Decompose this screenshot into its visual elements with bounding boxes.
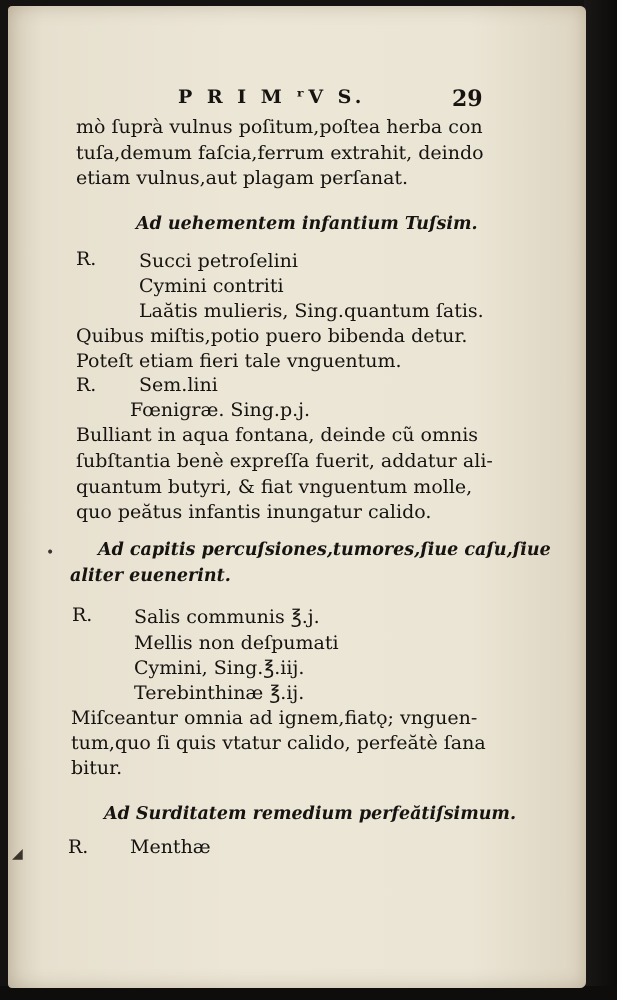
text-line: tuſa,demum faſcia,ferrum extrahit, deindo bbox=[76, 142, 484, 164]
text-line: quo peătus infantis inungatur calido. bbox=[76, 501, 432, 523]
ingredient-line: Terebinthinæ ℥.ij. bbox=[134, 682, 305, 704]
recipe-mark: R. bbox=[72, 604, 93, 626]
text-line: Quibus miſtis,potio puero bibenda detur. bbox=[76, 325, 468, 347]
ingredient-line: Sem.lini bbox=[139, 374, 218, 396]
text-line: quantum butyri, & fiat vnguentum molle, bbox=[76, 476, 473, 498]
recipe-mark: R. bbox=[68, 836, 89, 858]
text-line: tum,quo ſi quis vtatur calido, perfeătè ſana bbox=[71, 732, 486, 754]
margin-mark: ◢ bbox=[12, 846, 23, 862]
text-line: bitur. bbox=[71, 757, 123, 779]
section-heading: Ad uehementem infantium Tuſsim. bbox=[136, 214, 478, 234]
ingredient-line: Succi petroſelini bbox=[139, 250, 298, 272]
page-number: 29 bbox=[452, 86, 483, 112]
section-heading: Ad capitis percuſsiones,tumores,ſiue caſu,ſiue bbox=[98, 540, 551, 560]
book-edge-shadow bbox=[584, 0, 617, 1000]
text-line: Poteſt etiam fieri tale vnguentum. bbox=[76, 350, 402, 372]
ingredient-line: Cymini contriti bbox=[139, 275, 284, 297]
ingredient-line: Fœnigræ. Sing.p.j. bbox=[130, 399, 311, 421]
text-line: mò ſuprà vulnus poſitum,poſtea herba con bbox=[76, 116, 483, 138]
book-bottom-shadow bbox=[0, 986, 617, 1000]
margin-mark: • bbox=[46, 545, 55, 561]
text-line: Miſceantur omnia ad ignem,fiatǫ; vnguen- bbox=[71, 707, 478, 729]
section-heading-continued: aliter euenerint. bbox=[70, 566, 231, 586]
ingredient-line: Mellis non deſpumati bbox=[134, 632, 339, 654]
text-line: etiam vulnus,aut plagam perſanat. bbox=[76, 167, 409, 189]
recipe-mark: R. bbox=[76, 248, 97, 270]
ingredient-line: Menthæ bbox=[130, 836, 211, 858]
ingredient-line: Laătis mulieris, Sing.quantum ſatis. bbox=[139, 300, 484, 322]
section-heading: Ad Surditatem remedium perfeătiſsimum. bbox=[104, 804, 517, 824]
running-title: P R I M ʳV S. bbox=[178, 86, 366, 108]
ingredient-line: Salis communis ℥.j. bbox=[134, 606, 320, 628]
ingredient-line: Cymini, Sing.℥.iij. bbox=[134, 657, 305, 679]
text-line: Bulliant in aqua fontana, deinde cũ omnis bbox=[76, 424, 479, 446]
recipe-mark: R. bbox=[76, 374, 97, 396]
text-line: ſubſtantia benè expreſſa fuerit, addatur ali- bbox=[76, 450, 493, 472]
